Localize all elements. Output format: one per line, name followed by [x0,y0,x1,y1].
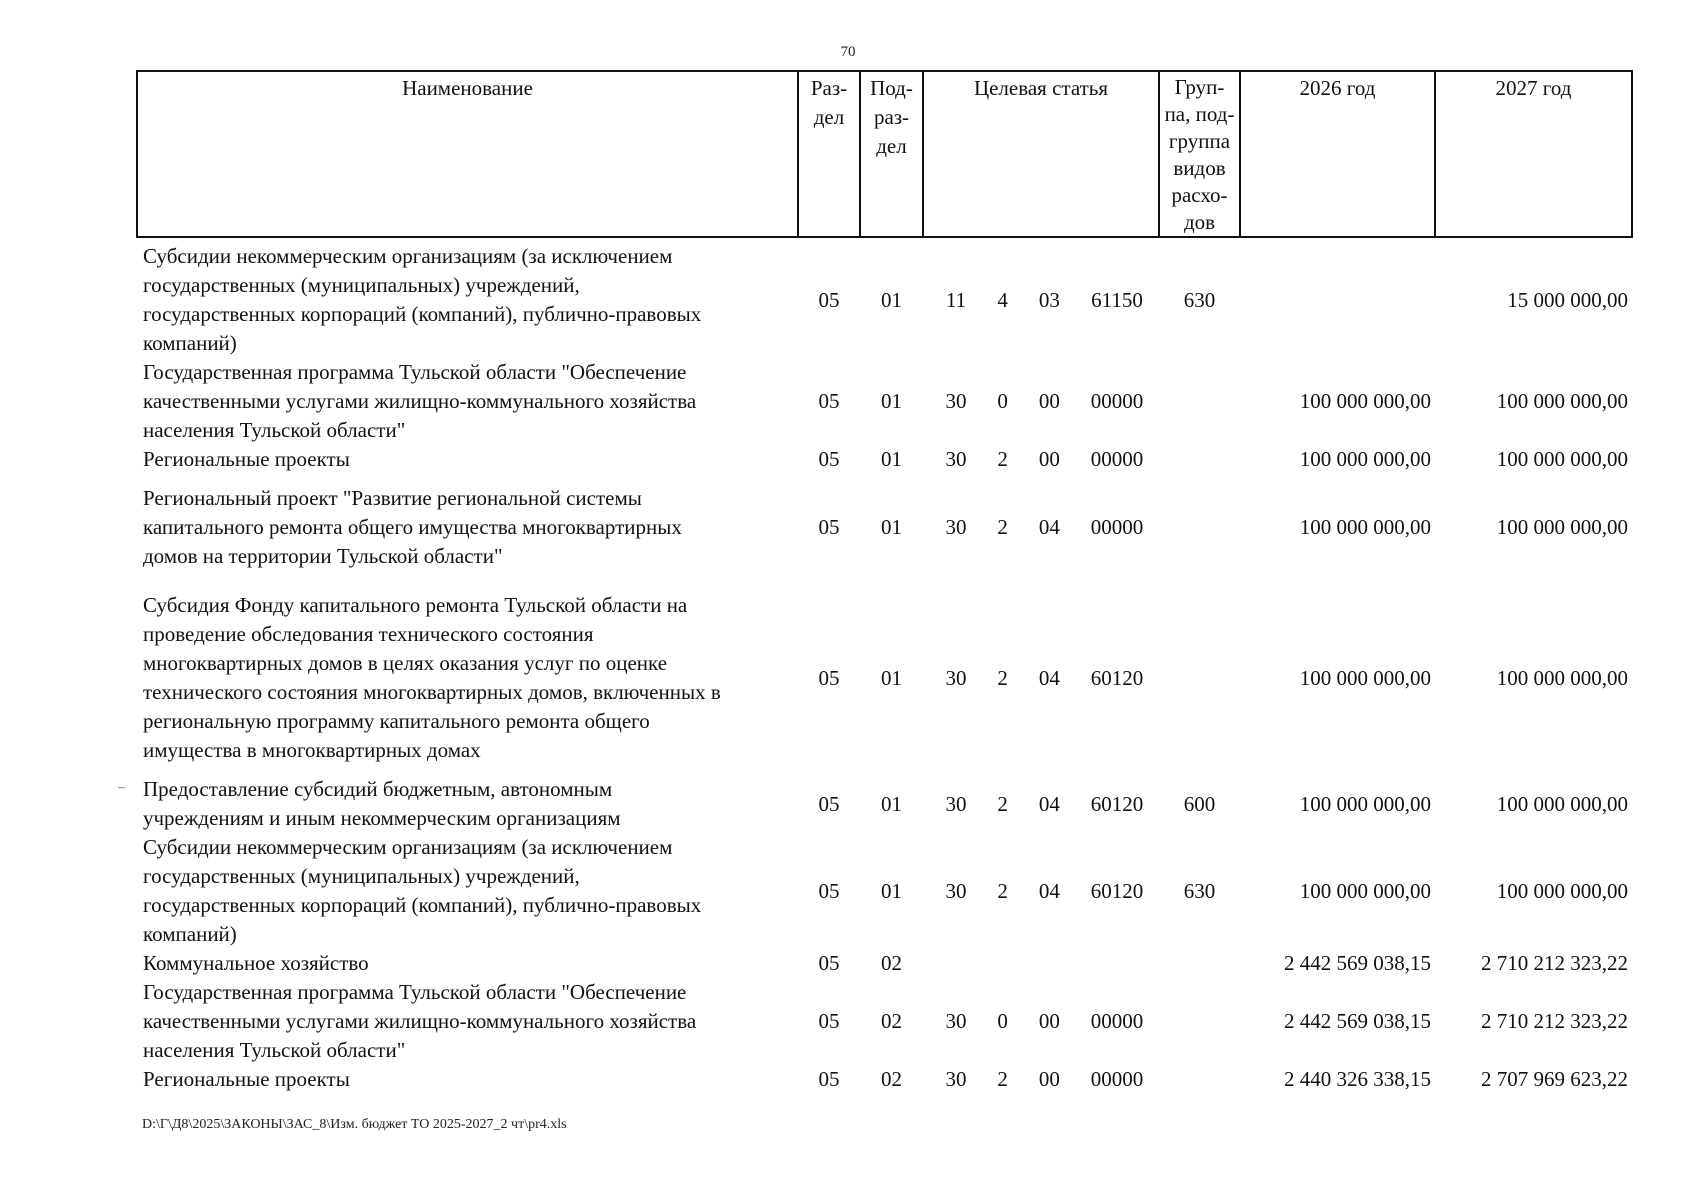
table-row [137,978,1632,1065]
row-subsection: 01 [881,447,902,471]
header-group-line: Груп- [1174,75,1225,99]
row-name [137,445,798,474]
target-code-part: 00 [1038,389,1060,413]
row-subsection: 01 [881,389,902,413]
margin-mark: – [118,780,125,795]
row-name-line: качественными услугами жилищно-коммунального хозяйства [143,389,697,413]
row-name-line: учреждениям и иным некоммерческим организациям [143,806,621,830]
row-target-article [923,1065,1159,1094]
target-code-part: 30 [945,515,967,539]
header-subsection-line: Под- [870,76,913,100]
row-name-line: капитального ремонта общего имущества многоквартирных [143,515,682,539]
row-name [137,949,798,978]
table-row [137,949,1632,978]
target-code-part: 30 [945,1067,967,1091]
target-code-part: 30 [945,665,967,690]
row-name [137,237,798,358]
row-name-line: домов на территории Тульской области" [143,544,503,568]
table-row [137,1065,1632,1094]
table-row [137,474,1632,581]
row-amount-2026: 2 442 569 038,15 [1284,951,1431,975]
row-target-article [923,833,1159,949]
row-name-line: Региональный проект "Развитие региональной системы [143,486,642,510]
row-section: 05 [818,791,840,816]
target-code-part: 30 [945,389,967,413]
row-subsection: 01 [881,791,902,816]
row-name [137,474,798,581]
row-section: 05 [818,878,840,903]
row-name-line: Субсидия Фонду капитального ремонта Тульской области на [143,593,688,617]
row-name-line: Предоставление субсидий бюджетным, автономным [143,777,613,801]
header-year-2026: 2026 год [1240,71,1435,237]
header-section-line: дел [813,105,845,129]
row-target-article [923,445,1159,474]
row-amount-2026 [1240,237,1435,358]
target-code-parts [923,1065,1159,1094]
target-code-part: 11 [945,287,967,312]
target-code-parts [923,877,1159,906]
row-name-line: Региональные проекты [143,447,350,471]
row-section: 05 [818,389,840,413]
target-code-part: 2 [997,791,1008,816]
target-code-part: 04 [1038,665,1060,690]
row-amount-2027: 100 000 000,00 [1496,878,1628,903]
row-name-line: государственных (муниципальных) учреждений, [143,273,580,297]
row-name-line: технического состояния многоквартирных домов, включенных в [143,680,721,704]
header-section-line: Раз- [810,76,848,100]
row-name [137,833,798,949]
target-code-part: 60120 [1090,878,1144,903]
row-name [137,978,798,1065]
row-expense-group: 630 [1183,287,1216,312]
row-name-line: Субсидии некоммерческим организациям (за исключением [143,835,673,859]
row-amount-2026: 100 000 000,00 [1299,515,1431,539]
target-code-part: 00 [1038,1067,1060,1091]
row-target-article [923,237,1159,358]
row-expense-group [1159,1065,1240,1094]
target-code-part: 2 [997,878,1008,903]
target-code-part: 00 [1038,447,1060,471]
row-amount-2026: 100 000 000,00 [1299,791,1431,816]
row-subsection: 02 [881,1067,902,1091]
target-code-parts [923,664,1159,693]
row-name-line: Коммунальное хозяйство [143,951,369,975]
row-amount-2027: 2 710 212 323,22 [1481,951,1628,975]
row-amount-2026: 100 000 000,00 [1299,447,1431,471]
row-name-line: компаний) [143,922,237,946]
row-amount-2027: 2 707 969 623,22 [1481,1067,1628,1091]
row-target-article [923,949,1159,978]
row-section: 05 [818,287,840,312]
row-amount-2026: 100 000 000,00 [1299,878,1431,903]
row-name-line: качественными услугами жилищно-коммунального хозяйства [143,1009,697,1033]
header-group-line: дов [1183,210,1216,234]
table-body [137,237,1632,1094]
row-subsection: 01 [881,287,902,312]
target-code-part: 30 [945,1009,967,1033]
header-group-line: группа [1168,129,1231,153]
table-row [137,358,1632,445]
header-group-line: расхо- [1171,183,1228,207]
target-code-parts [923,286,1159,315]
row-amount-2026: 2 442 569 038,15 [1284,1009,1431,1033]
target-code-part: 60120 [1090,665,1144,690]
header-section [798,71,860,237]
row-name-line: региональную программу капитального ремонта общего [143,709,650,733]
target-code-part: 30 [945,447,967,471]
target-code-part: 00000 [1090,1067,1144,1091]
target-code-parts [923,387,1159,416]
footer-file-path: D:\Г\Д8\2025\ЗАКОНЫ\ЗАС_8\Изм. бюджет ТО 2025-2027_2 чт\pr4.xls [142,1117,567,1132]
row-section: 05 [818,447,840,471]
target-code-part: 04 [1038,515,1060,539]
row-name-line: многоквартирных домов в целях оказания услуг по оценке [143,651,668,675]
target-code-part: 0 [997,389,1008,413]
row-amount-2027: 100 000 000,00 [1496,665,1628,690]
target-code-part: 00000 [1090,515,1144,539]
row-name-line: населения Тульской области" [143,418,406,442]
target-code-part: 2 [997,1067,1008,1091]
row-amount-2027: 100 000 000,00 [1496,515,1628,539]
row-section: 05 [818,1009,840,1033]
row-section: 05 [818,951,840,975]
target-code-part: 2 [997,665,1008,690]
target-code-part: 04 [1038,791,1060,816]
row-subsection: 01 [881,665,902,690]
row-subsection: 01 [881,515,902,539]
target-code-parts [923,1007,1159,1036]
row-name-line: населения Тульской области" [143,1038,406,1062]
row-section: 05 [818,1067,840,1091]
target-code-part: 30 [945,878,967,903]
table-row [137,237,1632,358]
row-amount-2027: 15 000 000,00 [1507,287,1628,312]
row-name-line: Субсидии некоммерческим организациям (за исключением [143,244,673,268]
table-row [137,775,1632,833]
row-name-line: государственных (муниципальных) учреждений, [143,864,580,888]
header-subsection-line: раз- [873,105,910,129]
row-amount-2026: 2 440 326 338,15 [1284,1067,1431,1091]
header-name: Наименование [137,71,798,237]
row-target-article [923,581,1159,775]
row-target-article [923,978,1159,1065]
target-code-part: 61150 [1091,287,1143,312]
row-name [137,1065,798,1094]
row-section: 05 [818,515,840,539]
row-expense-group: 630 [1183,878,1216,903]
target-code-part: 03 [1038,287,1060,312]
row-amount-2027: 100 000 000,00 [1496,791,1628,816]
target-code-parts [923,445,1159,474]
row-name-line: государственных корпораций (компаний), публично-правовых [143,302,702,326]
row-name [137,775,798,833]
table-row [137,445,1632,474]
row-name-line: имущества в многоквартирных домах [143,738,481,762]
row-expense-group [1159,445,1240,474]
row-expense-group [1159,949,1240,978]
header-year-2027: 2027 год [1435,71,1632,237]
row-name-line: Государственная программа Тульской области "Обеспечение [143,980,687,1004]
target-code-part: 00 [1038,1009,1060,1033]
table-row [137,833,1632,949]
row-expense-group [1159,978,1240,1065]
row-subsection: 02 [881,1009,902,1033]
header-subsection-line: дел [876,134,907,158]
row-name [137,581,798,775]
row-target-article [923,474,1159,581]
row-expense-group [1159,358,1240,445]
target-code-part: 4 [997,287,1008,312]
target-code-parts [923,513,1159,542]
target-code-part: 0 [997,1009,1008,1033]
row-name-line: Региональные проекты [143,1067,350,1091]
budget-table [136,70,1633,1094]
row-expense-group [1159,581,1240,775]
row-amount-2026: 100 000 000,00 [1299,665,1431,690]
table-row [137,581,1632,775]
target-code-part: 00000 [1090,389,1144,413]
row-name [137,358,798,445]
target-code-parts [923,790,1159,819]
target-code-part: 00000 [1090,447,1144,471]
row-target-article [923,775,1159,833]
header-target: Целевая статья [923,71,1159,237]
target-code-part: 2 [997,447,1008,471]
row-name-line: государственных корпораций (компаний), публично-правовых [143,893,702,917]
row-amount-2027: 100 000 000,00 [1496,389,1628,413]
target-code-part: 60120 [1090,791,1144,816]
row-amount-2026: 100 000 000,00 [1299,389,1431,413]
row-name-line: компаний) [143,331,237,355]
row-name-line: Государственная программа Тульской области "Обеспечение [143,360,687,384]
target-code-part: 04 [1038,878,1060,903]
row-subsection: 02 [881,951,902,975]
header-group-line: па, под- [1164,102,1235,126]
row-name-line: проведение обследования технического состояния [143,622,594,646]
header-subsection [860,71,923,237]
row-amount-2027: 2 710 212 323,22 [1481,1009,1628,1033]
page-number: 70 [840,44,856,60]
row-section: 05 [818,665,840,690]
row-expense-group: 600 [1183,791,1216,816]
header-row [137,71,1632,237]
header-group-line: видов [1173,156,1226,180]
header-group [1159,71,1240,237]
target-code-part: 00000 [1090,1009,1144,1033]
row-subsection: 01 [881,878,902,903]
row-amount-2027: 100 000 000,00 [1496,447,1628,471]
target-code-part: 2 [997,515,1008,539]
target-code-part: 30 [945,791,967,816]
row-expense-group [1159,474,1240,581]
row-target-article [923,358,1159,445]
